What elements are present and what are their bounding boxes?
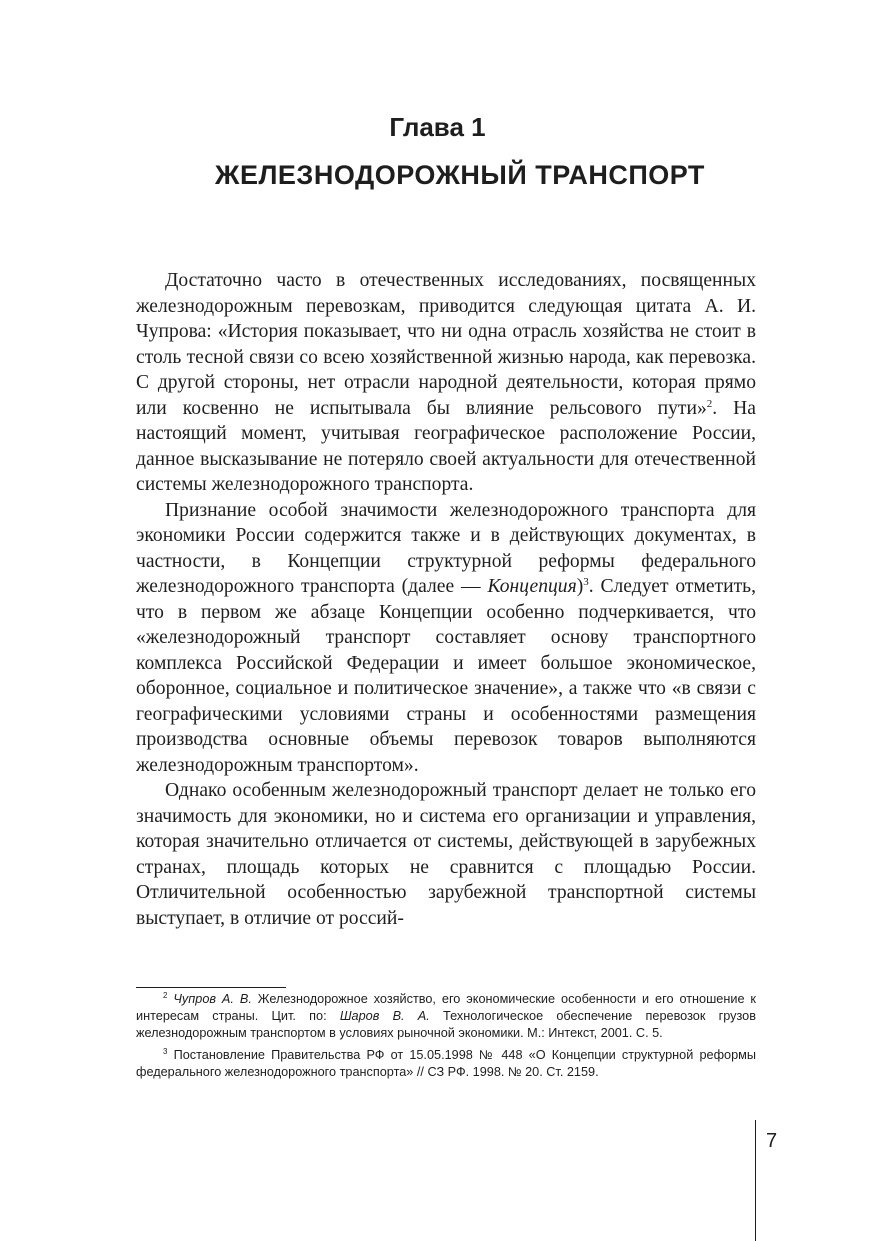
paragraph-2-text-b: ) [576, 576, 584, 597]
paragraph-2-text-c: . Следует отметить, что в первом же абзаце Концепции особенно подчеркивается, что «железнодорожный транспорт составляет основу транспортного комплекса Российской Федерации и имеет большое экономическое, оборонное, социальное и политическое значение», а также что «в связи с географическими условиями страны и особенностями размещения производства основные объемы перевозок товаров выполняются железнодорожным транспортом». [136, 576, 756, 776]
chapter-title: ЖЕЛЕЗНОДОРОЖНЫЙ ТРАНСПОРТ [215, 160, 705, 190]
footnote-3-mark: 3 [163, 1047, 168, 1056]
paragraph-1 [136, 268, 756, 498]
footnote-3 [136, 1047, 756, 1081]
footnote-ref-3: 3 [583, 576, 589, 588]
footnote-2-text-b: Технологическое обеспечение перевозок грузов железнодорожным транспортом в условиях рыночной экономики. М.: Интекст, 2001. С. 5. [136, 1009, 756, 1040]
page-number: 7 [766, 1130, 778, 1152]
footnote-separator [136, 987, 286, 988]
footnote-3-text: Постановление Правительства РФ от 15.05.1998 № 448 «О Концепции структурной реформы федерального железнодорожного транспорта» // СЗ РФ. 1998. № 20. Ст. 2159. [136, 1048, 756, 1079]
paragraph-2 [136, 498, 756, 779]
footnote-2-author: Чупров А. В. [173, 992, 252, 1006]
footnote-ref-2: 2 [706, 397, 713, 410]
paragraph-2-text-a: Признание особой значимости железнодорожного транспорта для экономики России содержится также и в действующих документах, в частности, в Концепции структурной реформы федерального железнодорожного транспорта (далее — [136, 499, 756, 597]
body-text [136, 268, 756, 931]
paragraph-1-text-a: Достаточно часто в отечественных исследованиях, посвященных железнодорожным перевозкам, приводится следующая цитата А. И. Чупрова: «История показывает, что ни одна отрасль хозяйства не стоит в столь тесной связи со всею хозяйственной жизнью народа, как перевозка. С другой стороны, нет отрасли народной деятельности, которая прямо или косвенно не испытывала бы влияние рельсового пути» [136, 270, 756, 419]
footnote-2 [136, 991, 756, 1042]
paragraph-1-text-b: . На настоящий момент, учитывая географическое расположение России, данное высказывание не потеряло своей актуальности для отечественной системы железнодорожного транспорта. [136, 397, 756, 495]
footnotes [136, 991, 756, 1086]
footnote-2-mark: 2 [163, 991, 168, 1000]
page-number-rule [755, 1120, 756, 1241]
footnote-2-author-2: Шаров В. А. [339, 1009, 430, 1023]
chapter-number: Глава 1 [389, 112, 486, 142]
paragraph-3: Однако особенным железнодорожный транспорт делает не только его значимость для экономики, но и система его организации и управления, которая значительно отличается от системы, действующей в зарубежных странах, площадь которых не сравнится с площадью России. Отличительной особенностью зарубежной транспортной системы выступает, в отличие от россий- [136, 780, 756, 929]
footnote-2-text-a: Железнодорожное хозяйство, его экономические особенности и его отношение к интересам страны. Цит. по: [136, 992, 756, 1023]
paragraph-2-emphasis: Концепция [487, 576, 577, 597]
